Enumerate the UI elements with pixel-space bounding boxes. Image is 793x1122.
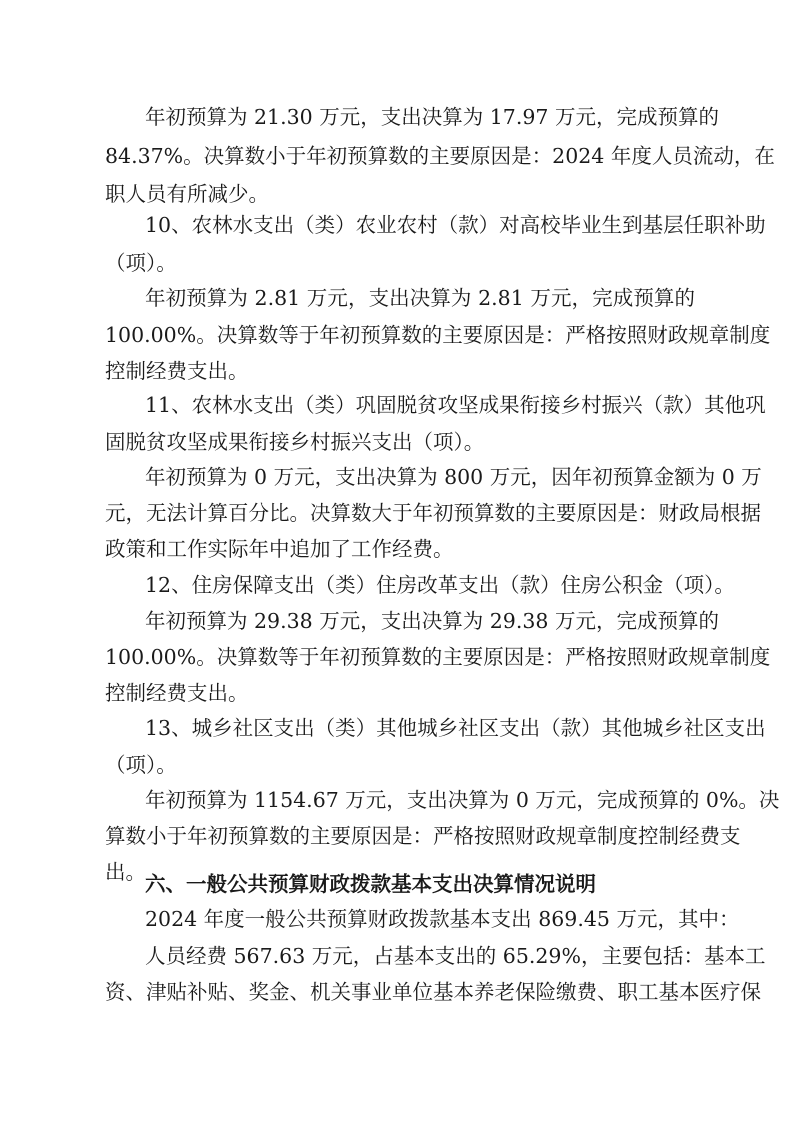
text-line: 年初预算为 29.38 万元，支出决算为 29.38 万元，完成预算的 <box>145 609 719 633</box>
section-heading-item-13: 13、城乡社区支出（类）其他城乡社区支出（款）其他城乡社区支出 <box>145 716 766 740</box>
text-line: 84.37%。决算数小于年初预算数的主要原因是：2024 年度人员流动，在 <box>105 144 775 168</box>
text-line: 控制经费支出。 <box>105 681 249 705</box>
text-line: 2024 年度一般公共预算财政拨款基本支出 869.45 万元，其中： <box>145 907 740 931</box>
text-line: 资、津贴补贴、奖金、机关事业单位基本养老保险缴费、职工基本医疗保 <box>105 980 761 1004</box>
text-line: 100.00%。决算数等于年初预算数的主要原因是：严格按照财政规章制度 <box>105 323 771 347</box>
text-line: 年初预算为 21.30 万元，支出决算为 17.97 万元，完成预算的 <box>145 105 719 129</box>
text-line: 控制经费支出。 <box>105 359 249 383</box>
text-line: 政策和工作实际年中追加了工作经费。 <box>105 537 454 561</box>
text-line: （项）。 <box>105 753 177 777</box>
text-line: 算数小于年初预算数的主要原因是：严格按照财政规章制度控制经费支 <box>105 824 741 848</box>
text-line: 年初预算为 1154.67 万元，支出决算为 0 万元，完成预算的 0%。决 <box>145 788 780 812</box>
text-line: 职人员有所减少。 <box>105 182 269 206</box>
section-heading-six: 六、一般公共预算财政拨款基本支出决算情况说明 <box>145 872 596 896</box>
section-heading-item-12: 12、住房保障支出（类）住房改革支出（款）住房公积金（项）。 <box>145 573 735 597</box>
text-line: 元，无法计算百分比。决算数大于年初预算数的主要原因是：财政局根据 <box>105 501 761 525</box>
text-line: 出。 <box>105 860 146 884</box>
text-line: 人员经费 567.63 万元，占基本支出的 65.29%，主要包括：基本工 <box>145 944 766 968</box>
text-line: 固脱贫攻坚成果衔接乡村振兴支出（项）。 <box>105 430 485 454</box>
section-heading-item-10: 10、农林水支出（类）农业农村（款）对高校毕业生到基层任职补助 <box>145 213 766 237</box>
text-line: 年初预算为 2.81 万元，支出决算为 2.81 万元，完成预算的 <box>145 286 695 310</box>
section-heading-item-11: 11、农林水支出（类）巩固脱贫攻坚成果衔接乡村振兴（款）其他巩 <box>145 393 766 417</box>
text-line: 年初预算为 0 万元，支出决算为 800 万元，因年初预算金额为 0 万 <box>145 465 762 489</box>
text-line: 100.00%。决算数等于年初预算数的主要原因是：严格按照财政规章制度 <box>105 645 771 669</box>
text-line: （项）。 <box>105 251 177 275</box>
